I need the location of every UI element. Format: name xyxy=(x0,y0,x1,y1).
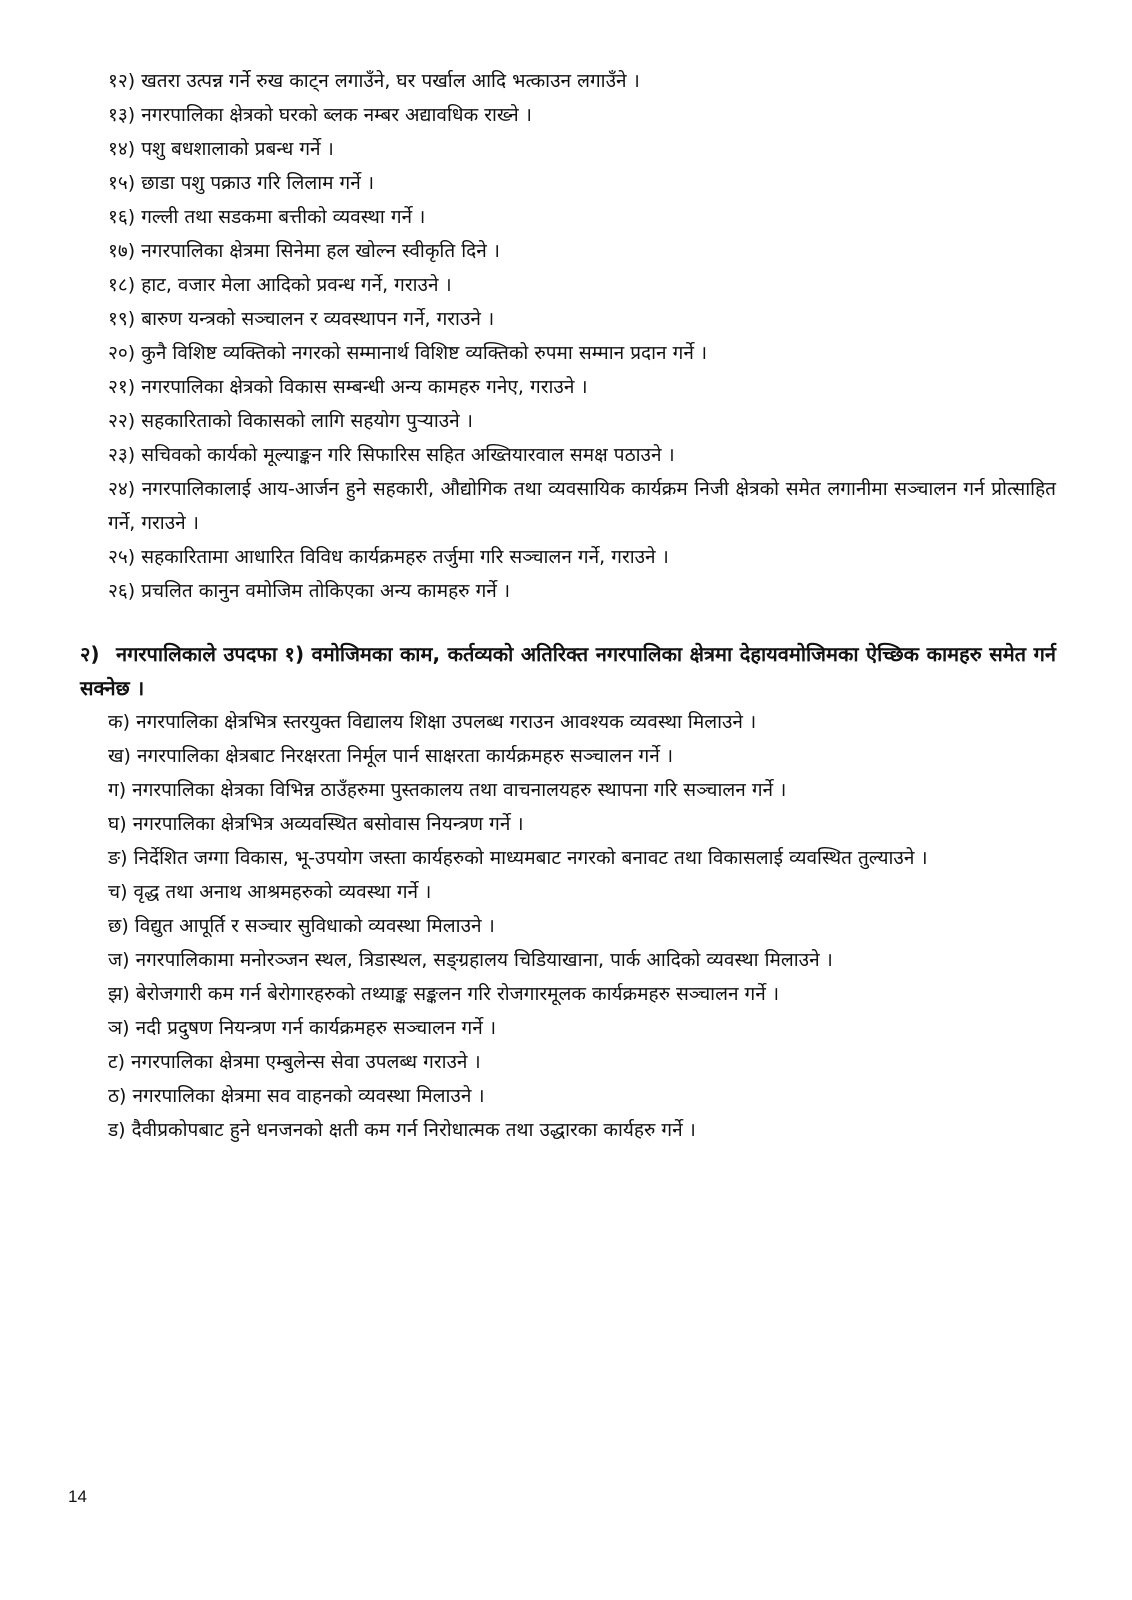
section-number: २) xyxy=(80,642,100,666)
list-item: २४) नगरपालिकालाई आय-आर्जन हुने सहकारी, औद्योगिक तथा व्यवसायिक कार्यक्रम निजी क्षेत्रको समेत लगानीमा सञ्चालन गर्न प्रोत्साहित गर्ने, गराउने । xyxy=(108,478,1056,534)
list-item: ज) नगरपालिकामा मनोरञ्जन स्थल, त्रिडास्थल, सङ्ग्रहालय चिडियाखाना, पार्क आदिको व्यवस्था मिलाउने । xyxy=(108,949,833,971)
list-item: ङ) निर्देशित जग्गा विकास, भू-उपयोग जस्ता कार्यहरुको माध्यमबाट नगरको बनावट तथा विकासलाई व्यवस्थित तुल्याउने । xyxy=(108,847,928,869)
list-item: ड) दैवीप्रकोपबाट हुने धनजनको क्षती कम गर्न निरोधात्मक तथा उद्धारका कार्यहरु गर्ने । xyxy=(108,1119,696,1141)
list-item: ठ) नगरपालिका क्षेत्रमा सव वाहनको व्यवस्था मिलाउने । xyxy=(108,1085,485,1107)
section-text: नगरपालिकाले उपदफा १) वमोजिमका काम, कर्तव्यको अतिरिक्त नगरपालिका क्षेत्रमा देहायवमोजिमका ऐच्छिक कामहरु समेत गर्न सक्नेछ । xyxy=(80,642,1056,700)
list-item: २३) सचिवको कार्यको मूल्याङ्कन गरि सिफारिस सहित अख्तियारवाल समक्ष पठाउने । xyxy=(108,444,675,466)
list-item: च) वृद्ध तथा अनाथ आश्रमहरुको व्यवस्था गर्ने । xyxy=(108,881,432,903)
list-item: ग) नगरपालिका क्षेत्रका विभिन्न ठाउँहरुमा पुस्तकालय तथा वाचनालयहरु स्थापना गरि सञ्चालन गर्ने । xyxy=(108,779,787,801)
list-item: २२) सहकारिताको विकासको लागि सहयोग पुर्‍याउने । xyxy=(108,410,473,432)
list-item: १५) छाडा पशु पक्राउ गरि लिलाम गर्ने । xyxy=(108,172,375,194)
list-item: २६) प्रचलित कानुन वमोजिम तोकिएका अन्य कामहरु गर्ने । xyxy=(108,580,511,602)
list-item: क) नगरपालिका क्षेत्रभित्र स्तरयुक्त विद्यालय शिक्षा उपलब्ध गराउन आवश्यक व्यवस्था मिलाउने । xyxy=(108,711,757,733)
list-item: ट) नगरपालिका क्षेत्रमा एम्बुलेन्स सेवा उपलब्ध गराउने । xyxy=(108,1051,481,1073)
list-item: घ) नगरपालिका क्षेत्रभित्र अव्यवस्थित बसोवास नियन्त्रण गर्ने । xyxy=(108,813,524,835)
list-item: १४) पशु बधशालाको प्रबन्ध गर्ने । xyxy=(108,138,334,160)
page-number: 14 xyxy=(68,1487,87,1506)
list-item: १७) नगरपालिका क्षेत्रमा सिनेमा हल खोल्न स्वीकृति दिने । xyxy=(108,240,500,262)
list-item: २५) सहकारितामा आधारित विविध कार्यक्रमहरु तर्जुमा गरि सञ्चालन गर्ने, गराउने । xyxy=(108,546,669,568)
duties-list-continued xyxy=(108,64,1056,608)
list-item: २१) नगरपालिका क्षेत्रको विकास सम्बन्धी अन्य कामहरु गनेए, गराउने । xyxy=(108,376,588,398)
optional-duties-list xyxy=(108,705,1056,1147)
list-item: १२) खतरा उत्पन्न गर्ने रुख काट्न लगाउँने, घर पर्खाल आदि भत्काउन लगाउँने । xyxy=(108,70,640,92)
list-item: १८) हाट, वजार मेला आदिको प्रवन्ध गर्ने, गराउने । xyxy=(108,274,452,296)
list-item: १९) बारुण यन्त्रको सञ्चालन र व्यवस्थापन गर्ने, गराउने । xyxy=(108,308,495,330)
section-heading xyxy=(80,637,1056,705)
list-item: ञ) नदी प्रदुषण नियन्त्रण गर्न कार्यक्रमहरु सञ्चालन गर्ने । xyxy=(108,1017,497,1039)
list-item: छ) विद्युत आपूर्ति र सञ्चार सुविधाको व्यवस्था मिलाउने । xyxy=(108,915,495,937)
list-item: १३) नगरपालिका क्षेत्रको घरको ब्लक नम्बर अद्यावधिक राख्ने । xyxy=(108,104,532,126)
list-item: ख) नगरपालिका क्षेत्रबाट निरक्षरता निर्मूल पार्न साक्षरता कार्यक्रमहरु सञ्चालन गर्ने । xyxy=(108,745,674,767)
list-item: १६) गल्ली तथा सडकमा बत्तीको व्यवस्था गर्ने । xyxy=(108,206,426,228)
list-item: झ) बेरोजगारी कम गर्न बेरोगारहरुको तथ्याङ्क सङ्कलन गरि रोजगारमूलक कार्यक्रमहरु सञ्चालन गर्ने । xyxy=(108,983,780,1005)
list-item: २०) कुनै विशिष्ट व्यक्तिको नगरको सम्मानार्थ विशिष्ट व्यक्तिको रुपमा सम्मान प्रदान गर्ने । xyxy=(108,342,708,364)
